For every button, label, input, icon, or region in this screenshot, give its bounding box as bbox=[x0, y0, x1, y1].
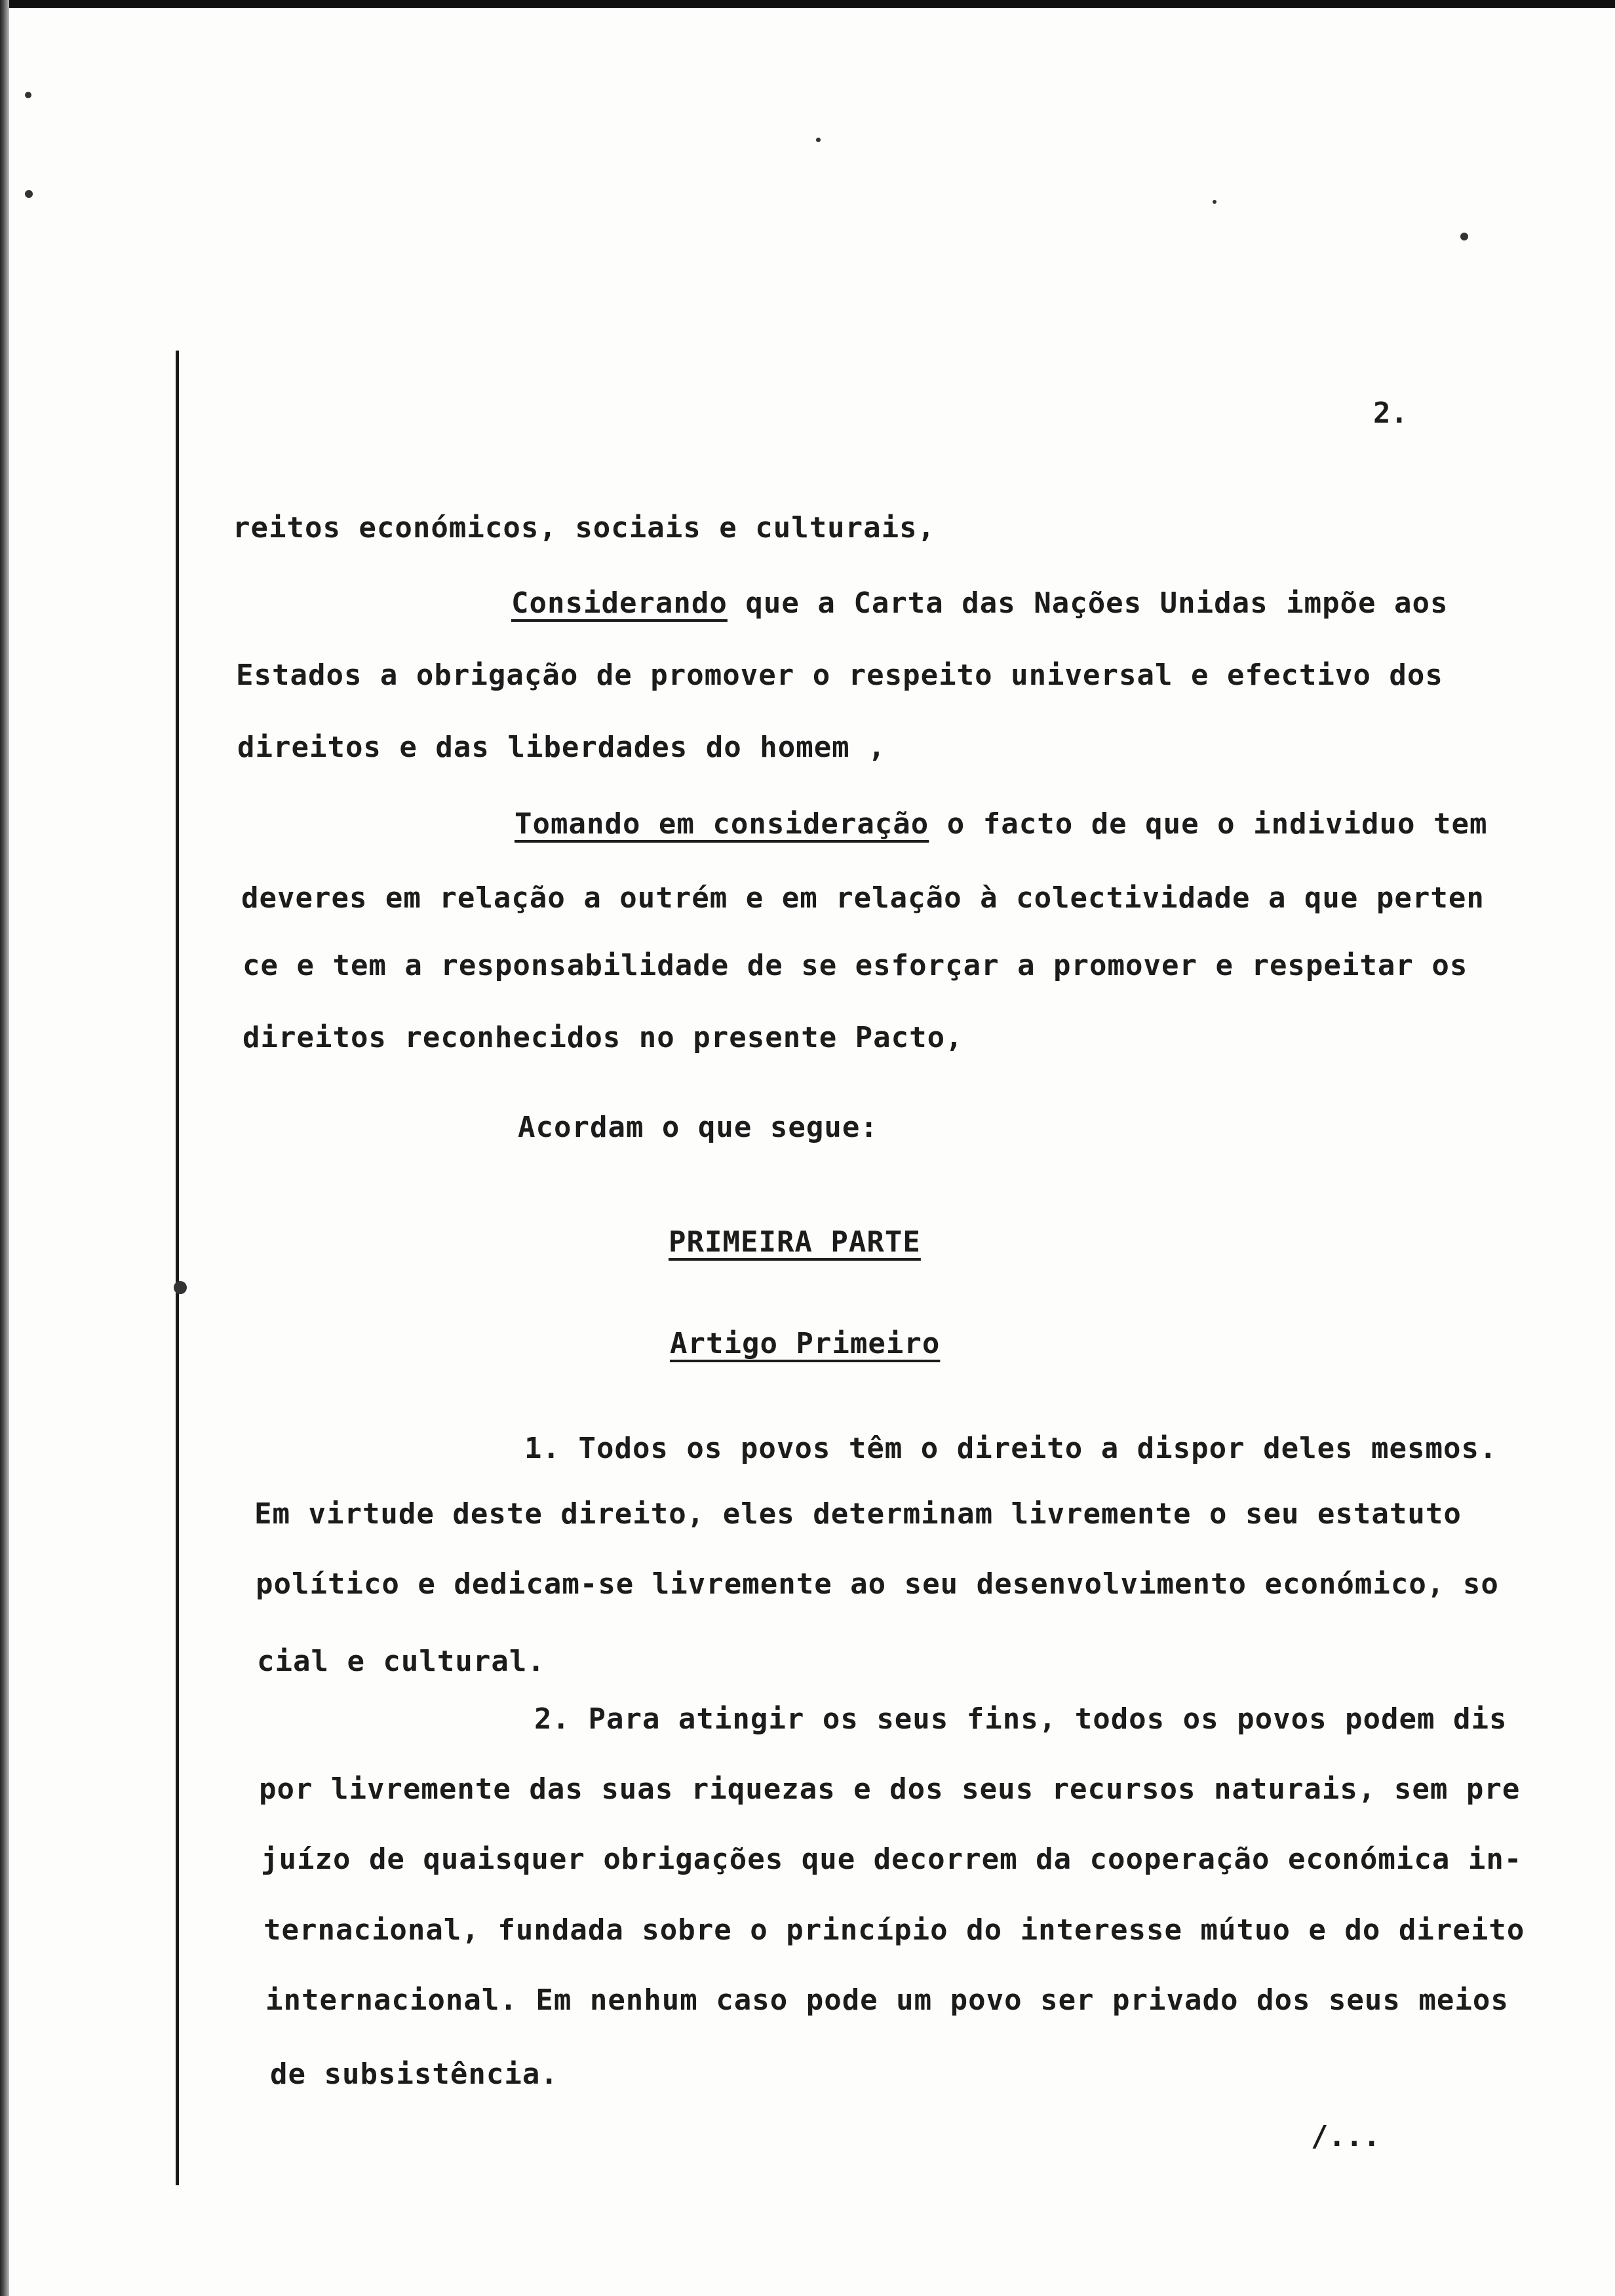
page-top-edge bbox=[0, 0, 1615, 8]
page-number: 2. bbox=[1373, 396, 1408, 430]
text-line: ternacional, fundada sobre o princípio do interesse mútuo e do direito bbox=[263, 1913, 1525, 1947]
scan-speck bbox=[174, 1281, 187, 1294]
text-line bbox=[515, 807, 1487, 841]
text-line: de subsistência. bbox=[270, 2057, 558, 2091]
margin-line bbox=[176, 351, 179, 2185]
scan-speck bbox=[816, 138, 821, 142]
text-line: reitos económicos, sociais e culturais, bbox=[233, 511, 936, 545]
text-line: político e dedicam-se livremente ao seu desenvolvimento económico, so bbox=[256, 1567, 1499, 1601]
text-line: direitos reconhecidos no presente Pacto, bbox=[243, 1021, 963, 1054]
text-line: 2. Para atingir os seus fins, todos os povos podem dis bbox=[534, 1702, 1508, 1736]
underlined-term: Tomando em consideração bbox=[515, 807, 929, 841]
scan-speck bbox=[25, 92, 31, 98]
text-line: por livremente das suas riquezas e dos seus recursos naturais, sem pre bbox=[259, 1772, 1521, 1806]
text-line: cial e cultural. bbox=[257, 1645, 545, 1678]
text-line: Acordam o que segue: bbox=[518, 1111, 878, 1144]
text-line: Em virtude deste direito, eles determinam livremente o seu estatuto bbox=[254, 1497, 1462, 1531]
page-left-edge bbox=[0, 0, 9, 2296]
scan-speck bbox=[25, 190, 33, 198]
continuation-mark: /... bbox=[1311, 2120, 1380, 2153]
text-line: 1. Todos os povos têm o direito a dispor deles mesmos. bbox=[524, 1432, 1498, 1465]
text-line: juízo de quaisquer obrigações que decorrem da cooperação económica in- bbox=[261, 1843, 1523, 1876]
section-heading: PRIMEIRA PARTE bbox=[669, 1225, 921, 1259]
text-line bbox=[511, 586, 1449, 620]
text-span: o facto de que o individuo tem bbox=[929, 807, 1488, 841]
article-heading: Artigo Primeiro bbox=[670, 1327, 941, 1360]
scan-speck bbox=[1213, 200, 1216, 204]
underlined-term: Considerando bbox=[511, 586, 728, 620]
text-line: deveres em relação a outrém e em relação à colectividade a que perten bbox=[241, 881, 1485, 915]
text-line: ce e tem a responsabilidade de se esforçar a promover e respeitar os bbox=[243, 949, 1468, 982]
scan-speck bbox=[1460, 233, 1468, 240]
text-line: direitos e das liberdades do homem , bbox=[237, 731, 886, 764]
text-line: Estados a obrigação de promover o respeito universal e efectivo dos bbox=[236, 659, 1443, 692]
text-span: que a Carta das Nações Unidas impõe aos bbox=[727, 586, 1449, 620]
text-line: internacional. Em nenhum caso pode um povo ser privado dos seus meios bbox=[265, 1983, 1509, 2017]
